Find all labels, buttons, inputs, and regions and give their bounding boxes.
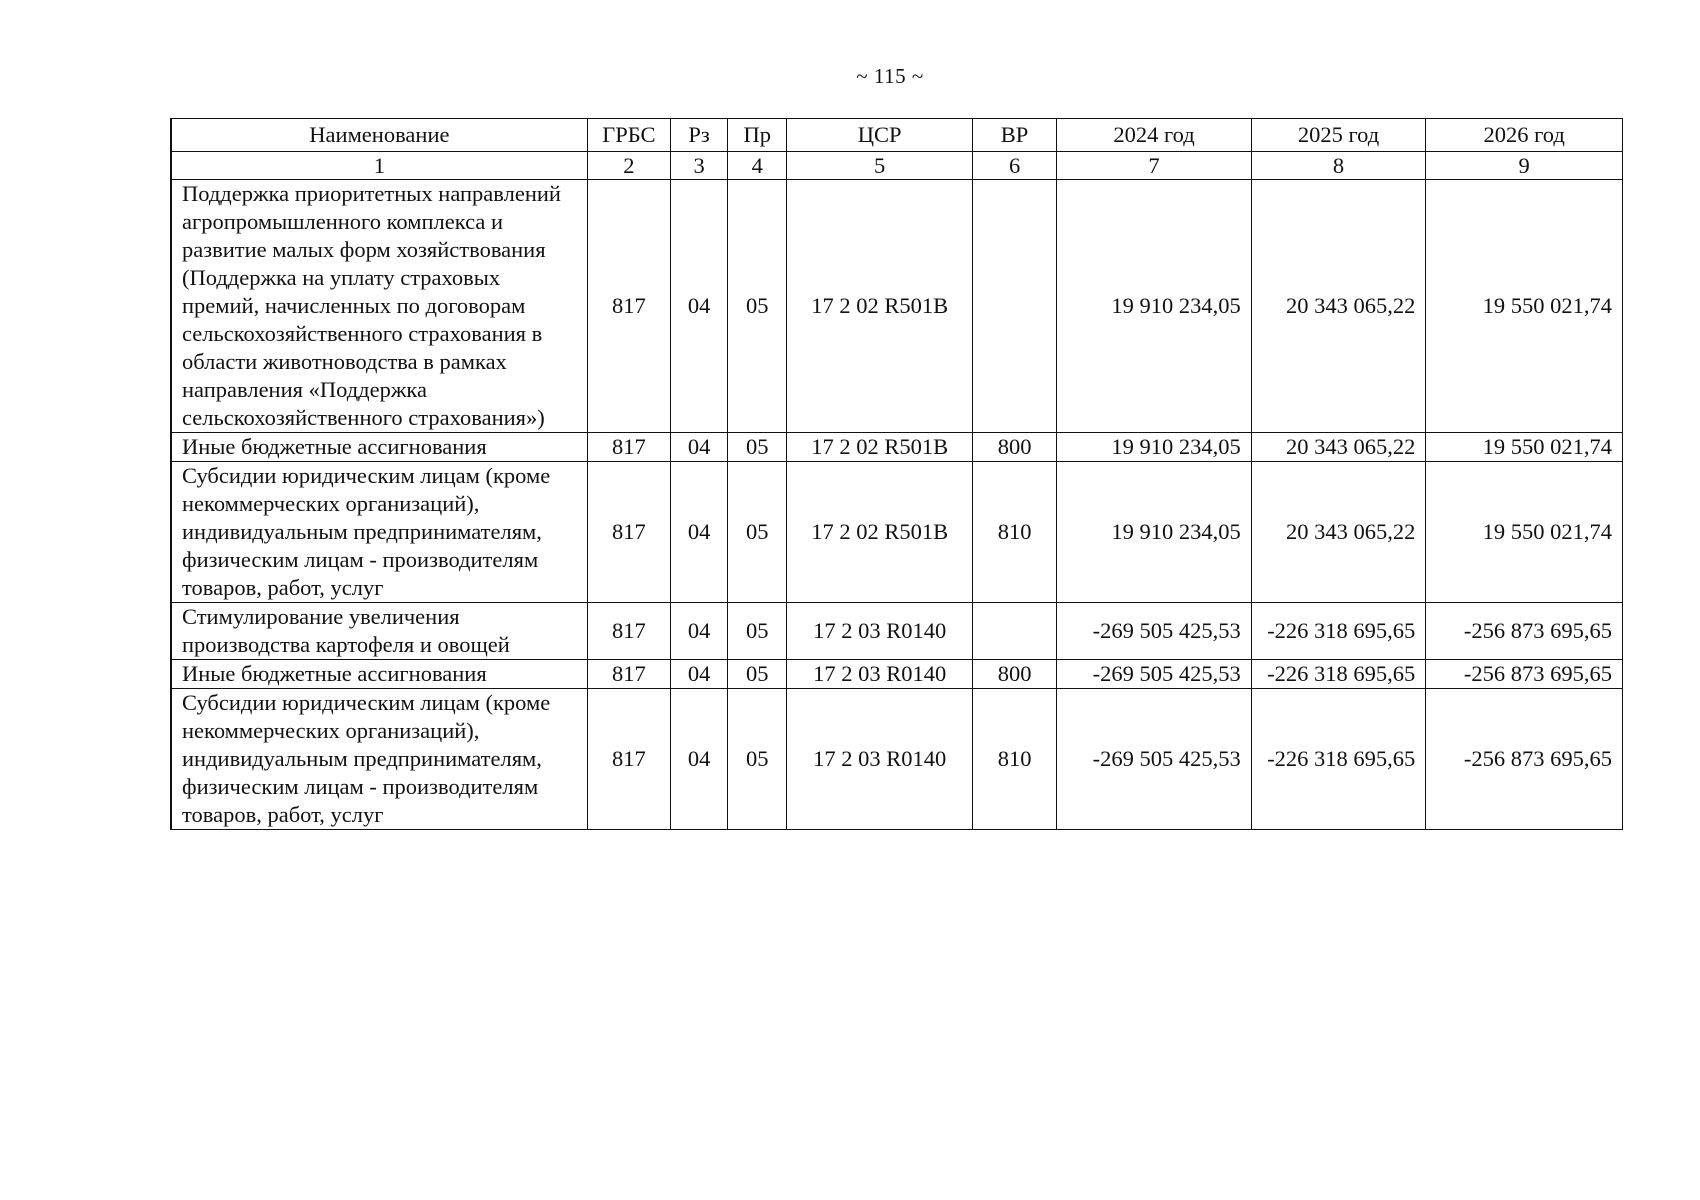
row-grbs: 817 <box>587 660 670 689</box>
column-number: 3 <box>671 152 728 180</box>
header-pr: Пр <box>728 119 787 152</box>
header-2024: 2024 год <box>1057 119 1252 152</box>
column-number: 9 <box>1426 152 1623 180</box>
header-csr: ЦСР <box>787 119 973 152</box>
header-name: Наименование <box>171 119 587 152</box>
row-name: Поддержка приоритетных направлений агропромышленного комплекса и развитие малых форм хозяйствования (Поддержка на уплату страховых премий, начисленных по договорам сельскохозяйственного страхования в области животноводства в рамках направления «Поддержка сельскохозяйственного страхования») <box>171 180 587 433</box>
table-row <box>171 689 1623 830</box>
column-number: 4 <box>728 152 787 180</box>
row-vr: 800 <box>972 660 1056 689</box>
row-rz: 04 <box>671 689 728 830</box>
row-grbs: 817 <box>587 603 670 660</box>
row-amount-2026: -256 873 695,65 <box>1426 603 1623 660</box>
row-amount-2025: -226 318 695,65 <box>1251 603 1426 660</box>
row-pr: 05 <box>728 660 787 689</box>
column-number: 6 <box>972 152 1056 180</box>
row-amount-2026: 19 550 021,74 <box>1426 462 1623 603</box>
row-name: Стимулирование увеличения производства картофеля и овощей <box>171 603 587 660</box>
row-amount-2025: 20 343 065,22 <box>1251 180 1426 433</box>
table-row <box>171 462 1623 603</box>
row-vr <box>972 603 1056 660</box>
column-number: 5 <box>787 152 973 180</box>
table-header-row <box>171 119 1623 152</box>
row-amount-2024: 19 910 234,05 <box>1057 462 1252 603</box>
row-grbs: 817 <box>587 180 670 433</box>
row-csr: 17 2 03 R0140 <box>787 689 973 830</box>
header-vr: ВР <box>972 119 1056 152</box>
row-csr: 17 2 03 R0140 <box>787 660 973 689</box>
column-number: 1 <box>171 152 587 180</box>
table-row <box>171 660 1623 689</box>
table-row <box>171 433 1623 462</box>
row-rz: 04 <box>671 433 728 462</box>
table-row <box>171 180 1623 433</box>
row-pr: 05 <box>728 433 787 462</box>
row-csr: 17 2 02 R501B <box>787 433 973 462</box>
row-csr: 17 2 02 R501B <box>787 180 973 433</box>
row-pr: 05 <box>728 689 787 830</box>
row-grbs: 817 <box>587 689 670 830</box>
row-amount-2024: 19 910 234,05 <box>1057 433 1252 462</box>
row-pr: 05 <box>728 180 787 433</box>
row-amount-2024: -269 505 425,53 <box>1057 660 1252 689</box>
table-row <box>171 603 1623 660</box>
header-rz: Рз <box>671 119 728 152</box>
column-number: 2 <box>587 152 670 180</box>
row-name: Субсидии юридическим лицам (кроме некоммерческих организаций), индивидуальным предпринимателям, физическим лицам - производителям товаров, работ, услуг <box>171 689 587 830</box>
row-vr: 810 <box>972 689 1056 830</box>
row-amount-2026: -256 873 695,65 <box>1426 660 1623 689</box>
row-name: Субсидии юридическим лицам (кроме некоммерческих организаций), индивидуальным предпринимателям, физическим лицам - производителям товаров, работ, услуг <box>171 462 587 603</box>
row-rz: 04 <box>671 660 728 689</box>
row-amount-2024: -269 505 425,53 <box>1057 603 1252 660</box>
row-amount-2024: -269 505 425,53 <box>1057 689 1252 830</box>
row-amount-2026: 19 550 021,74 <box>1426 180 1623 433</box>
row-rz: 04 <box>671 603 728 660</box>
row-name: Иные бюджетные ассигнования <box>171 660 587 689</box>
column-number: 7 <box>1057 152 1252 180</box>
row-amount-2026: 19 550 021,74 <box>1426 433 1623 462</box>
row-grbs: 817 <box>587 433 670 462</box>
row-amount-2026: -256 873 695,65 <box>1426 689 1623 830</box>
column-number: 8 <box>1251 152 1426 180</box>
row-vr: 810 <box>972 462 1056 603</box>
row-rz: 04 <box>671 462 728 603</box>
row-pr: 05 <box>728 462 787 603</box>
row-rz: 04 <box>671 180 728 433</box>
header-2025: 2025 год <box>1251 119 1426 152</box>
row-grbs: 817 <box>587 462 670 603</box>
row-name: Иные бюджетные ассигнования <box>171 433 587 462</box>
row-vr: 800 <box>972 433 1056 462</box>
row-csr: 17 2 03 R0140 <box>787 603 973 660</box>
page-number: ~ 115 ~ <box>856 64 924 88</box>
row-vr <box>972 180 1056 433</box>
row-amount-2024: 19 910 234,05 <box>1057 180 1252 433</box>
row-amount-2025: 20 343 065,22 <box>1251 462 1426 603</box>
row-csr: 17 2 02 R501B <box>787 462 973 603</box>
row-amount-2025: 20 343 065,22 <box>1251 433 1426 462</box>
row-amount-2025: -226 318 695,65 <box>1251 689 1426 830</box>
header-grbs: ГРБС <box>587 119 670 152</box>
budget-table <box>170 118 1623 830</box>
column-number-row <box>171 152 1623 180</box>
header-2026: 2026 год <box>1426 119 1623 152</box>
row-amount-2025: -226 318 695,65 <box>1251 660 1426 689</box>
row-pr: 05 <box>728 603 787 660</box>
